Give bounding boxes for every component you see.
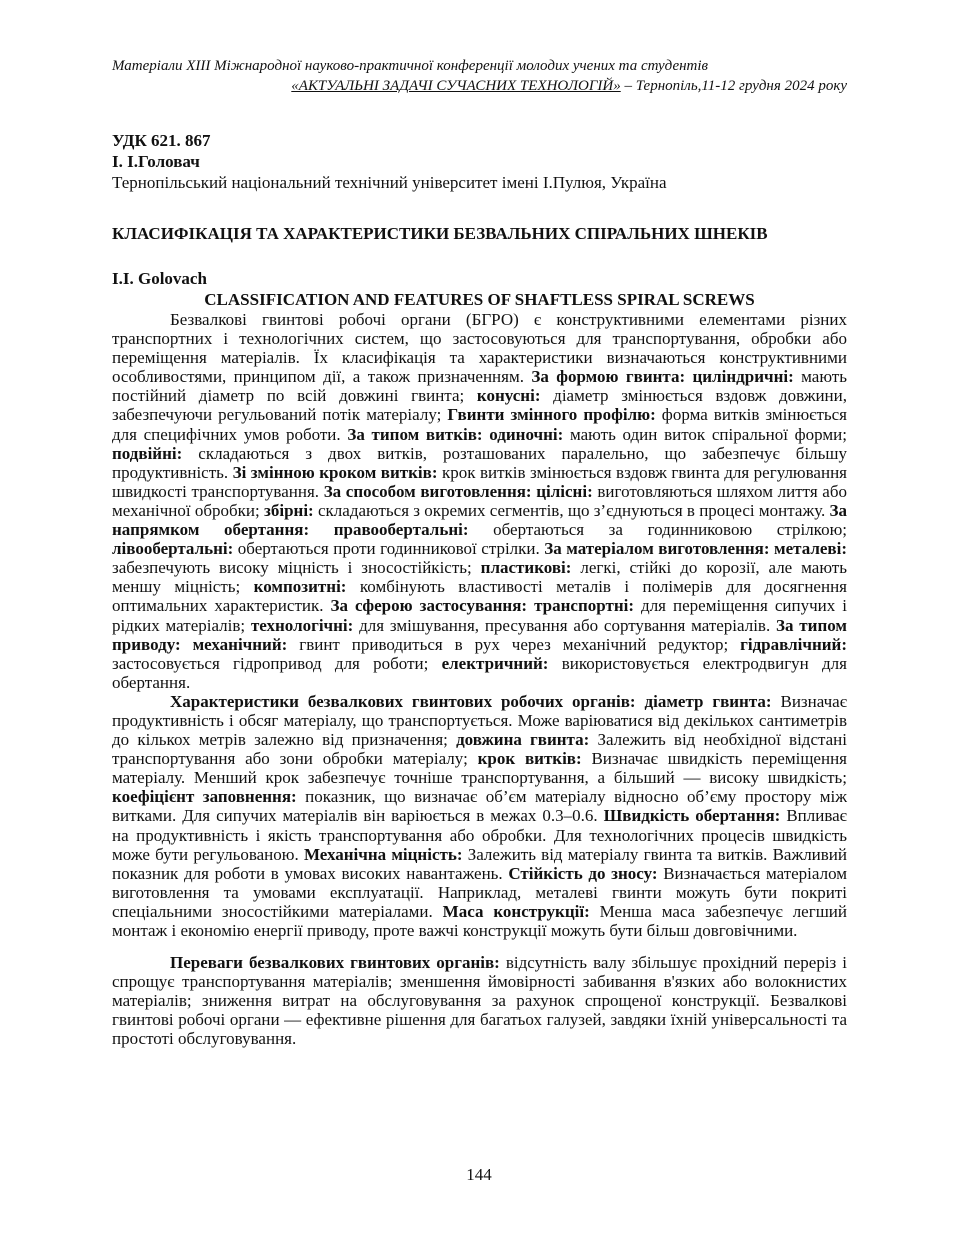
body-text: Впливає на продуктивність і якість транспортування або обробки. Для технологічних процесів швидкість може бути регульованою. xyxy=(112,806,847,864)
body-text: Залежить від матеріалу гвинта та витків. Важливий показник для роботи в умовах високих навантажень. xyxy=(112,844,848,883)
body-text: Залежить від необхідної відстані транспортування або зони обробки матеріалу; xyxy=(112,730,847,769)
conference-place-date: – Тернопіль,11-12 грудня 2024 року xyxy=(620,78,847,94)
bold-term: За формою гвинта: циліндричні: xyxy=(531,367,794,387)
bold-term: гідравлічний: xyxy=(740,634,847,654)
body-text: гвинт приводиться в рух через механічний редуктор; xyxy=(287,634,741,654)
author-en: I.I. Golovach xyxy=(112,269,207,288)
title-en: CLASSIFICATION AND FEATURES OF SHAFTLESS SPIRAL SCREWS xyxy=(204,290,755,309)
bold-term: коефіцієнт заповнення: xyxy=(112,787,297,807)
body-text: відсутність валу збільшує прохідний переріз і спрощує транспортування матеріалів; зменшення ймовірності забивання в'язких або волокнистих матеріалів; зниження витрат на обслуговування за рахунок спрощеної конструкції. Безвалкові гвинтові робочі органи — ефективне рішення для багатьох галузей, завдяки їхній універсальності та простоті обслуговування. xyxy=(112,953,847,1049)
body-text: комбінують властивості металів і полімерів для досягнення оптимальних характеристик. xyxy=(112,577,847,616)
bold-term: Механічна міцність: xyxy=(303,844,463,864)
paragraph-advantages xyxy=(112,953,847,1048)
udk-code: УДК 621. 867 xyxy=(112,131,211,150)
body-text: застосовується гідропривод для роботи; xyxy=(112,653,442,673)
bold-term: Зі змінною кроком витків: xyxy=(232,462,438,482)
bold-term: подвійні: xyxy=(112,443,183,463)
affiliation: Тернопільський національний технічний університет імені І.Пулюя, Україна xyxy=(112,173,667,192)
bold-term: композитні: xyxy=(253,577,347,597)
bold-term: Стійкість до зносу: xyxy=(508,863,658,883)
body-text: Визначає продуктивність і обсяг матеріалу, що транспортується. Може варіюватися від декількох сантиметрів до кількох метрів залежно від призначення; xyxy=(112,691,847,750)
bold-term: За типом витків: одиночні: xyxy=(347,424,564,444)
body-text: Визначає швидкість переміщення матеріалу. Менший крок забезпечує точніше транспортування, а більший — високу швидкість; xyxy=(112,749,847,788)
bold-term: За напрямком обертання: правообертальні: xyxy=(112,500,847,540)
bold-term: Характеристики безвалкових гвинтових робочих органів: діаметр гвинта: xyxy=(170,691,772,711)
bold-term: технологічні: xyxy=(250,615,354,635)
body-text: крок витків змінюється вздовж гвинта для регулювання швидкості транспортування. xyxy=(112,462,847,501)
bold-term: крок витків: xyxy=(477,749,582,769)
bold-term: Маса конструкції: xyxy=(442,901,590,921)
body-text: мають один виток спіральної форми; xyxy=(563,424,847,444)
page-number: 144 xyxy=(466,1165,492,1184)
bold-term: електричний: xyxy=(441,653,549,673)
body-text: діаметр змінюється вздовж довжини, забезпечуючи регульований потік матеріалу; xyxy=(112,386,848,425)
bold-term: конусні: xyxy=(476,386,541,406)
body-text: легкі, стійкі до корозії, але мають меншу міцність; xyxy=(112,558,847,597)
paragraph-characteristics xyxy=(112,692,847,940)
body-text: показник, що визначає об’єм матеріалу відносно об’єму простору між витками. Для сипучих матеріалів він варіюється в межах 0.3–0.6. xyxy=(112,787,847,826)
article-meta xyxy=(112,130,847,193)
conference-header xyxy=(112,56,847,96)
header-line-1: Матеріали XIII Міжнародної науково-практичної конференції молодих учених та студентів xyxy=(112,58,709,74)
paragraph-classification xyxy=(112,310,847,692)
conference-name: «АКТУАЛЬНІ ЗАДАЧІ СУЧАСНИХ ТЕХНОЛОГІЙ» xyxy=(291,78,621,94)
header-line-2 xyxy=(112,76,847,96)
bold-term: За сферою застосування: транспортні: xyxy=(330,596,635,616)
body-text: складаються з окремих сегментів, що з’єднуються в процесі монтажу. xyxy=(313,500,830,520)
body-text: Менша маса забезпечує легший монтаж і економію енергії приводу, проте важчі конструкції можуть бути більш довговічними. xyxy=(112,901,847,940)
body-text: виготовляються шляхом лиття або механічної обробки; xyxy=(112,481,847,520)
body-text: складаються з двох витків, розташованих паралельно, що забезпечує більшу продуктивність. xyxy=(112,443,847,482)
body-text: для переміщення сипучих і рідких матеріалів; xyxy=(112,596,848,635)
bold-term: За типом приводу: механічний: xyxy=(112,615,847,654)
body-text: форма витків змінюється для специфічних умов роботи. xyxy=(112,405,848,444)
body-text: мають постійний діаметр по всій довжині гвинта; xyxy=(112,367,847,406)
title-ua: КЛАСИФІКАЦІЯ ТА ХАРАКТЕРИСТИКИ БЕЗВАЛЬНИХ СПІРАЛЬНИХ ШНЕКІВ xyxy=(112,224,768,243)
body-text: обертаються за годинниковою стрілкою; xyxy=(468,520,847,540)
bold-term: збірні: xyxy=(264,500,314,520)
body-text: Визначається матеріалом виготовлення та умовами експлуатації. Наприклад, металеві гвинти можуть бути покриті спеціальними зносостійкими матеріалами. xyxy=(112,863,847,921)
bold-term: довжина гвинта: xyxy=(456,730,590,750)
bold-term: лівообертальні: xyxy=(112,539,234,559)
bold-term: Гвинти змінного профілю: xyxy=(447,405,656,425)
bold-term: Швидкість обертання: xyxy=(603,806,781,826)
body-text: обертаються проти годинникової стрілки. xyxy=(233,539,545,559)
body-text: Безвалкові гвинтові робочі органи (БГРО) є конструктивними елементами різних транспортних і технологічних систем, що застосовуються для транспортування, обробки або переміщення матеріалів. Їх класифікація та характеристики визначаються конструктивними особливостями, принципом дії, а також призначенням. xyxy=(112,310,847,387)
bold-term: пластикові: xyxy=(480,558,572,578)
body-text: для змішування, пресування або сортування матеріалів. xyxy=(353,615,777,635)
author-ua: І. І.Головач xyxy=(112,152,200,171)
body-text: використовується електродвигун для обертання. xyxy=(112,653,847,692)
bold-term: Переваги безвалкових гвинтових органів: xyxy=(170,953,500,973)
bold-term: За способом виготовлення: цілісні: xyxy=(323,481,593,501)
bold-term: За матеріалом виготовлення: металеві: xyxy=(544,539,847,559)
body-text: забезпечують високу міцність і зносостійкість; xyxy=(112,558,481,578)
paper-page xyxy=(112,56,847,1049)
